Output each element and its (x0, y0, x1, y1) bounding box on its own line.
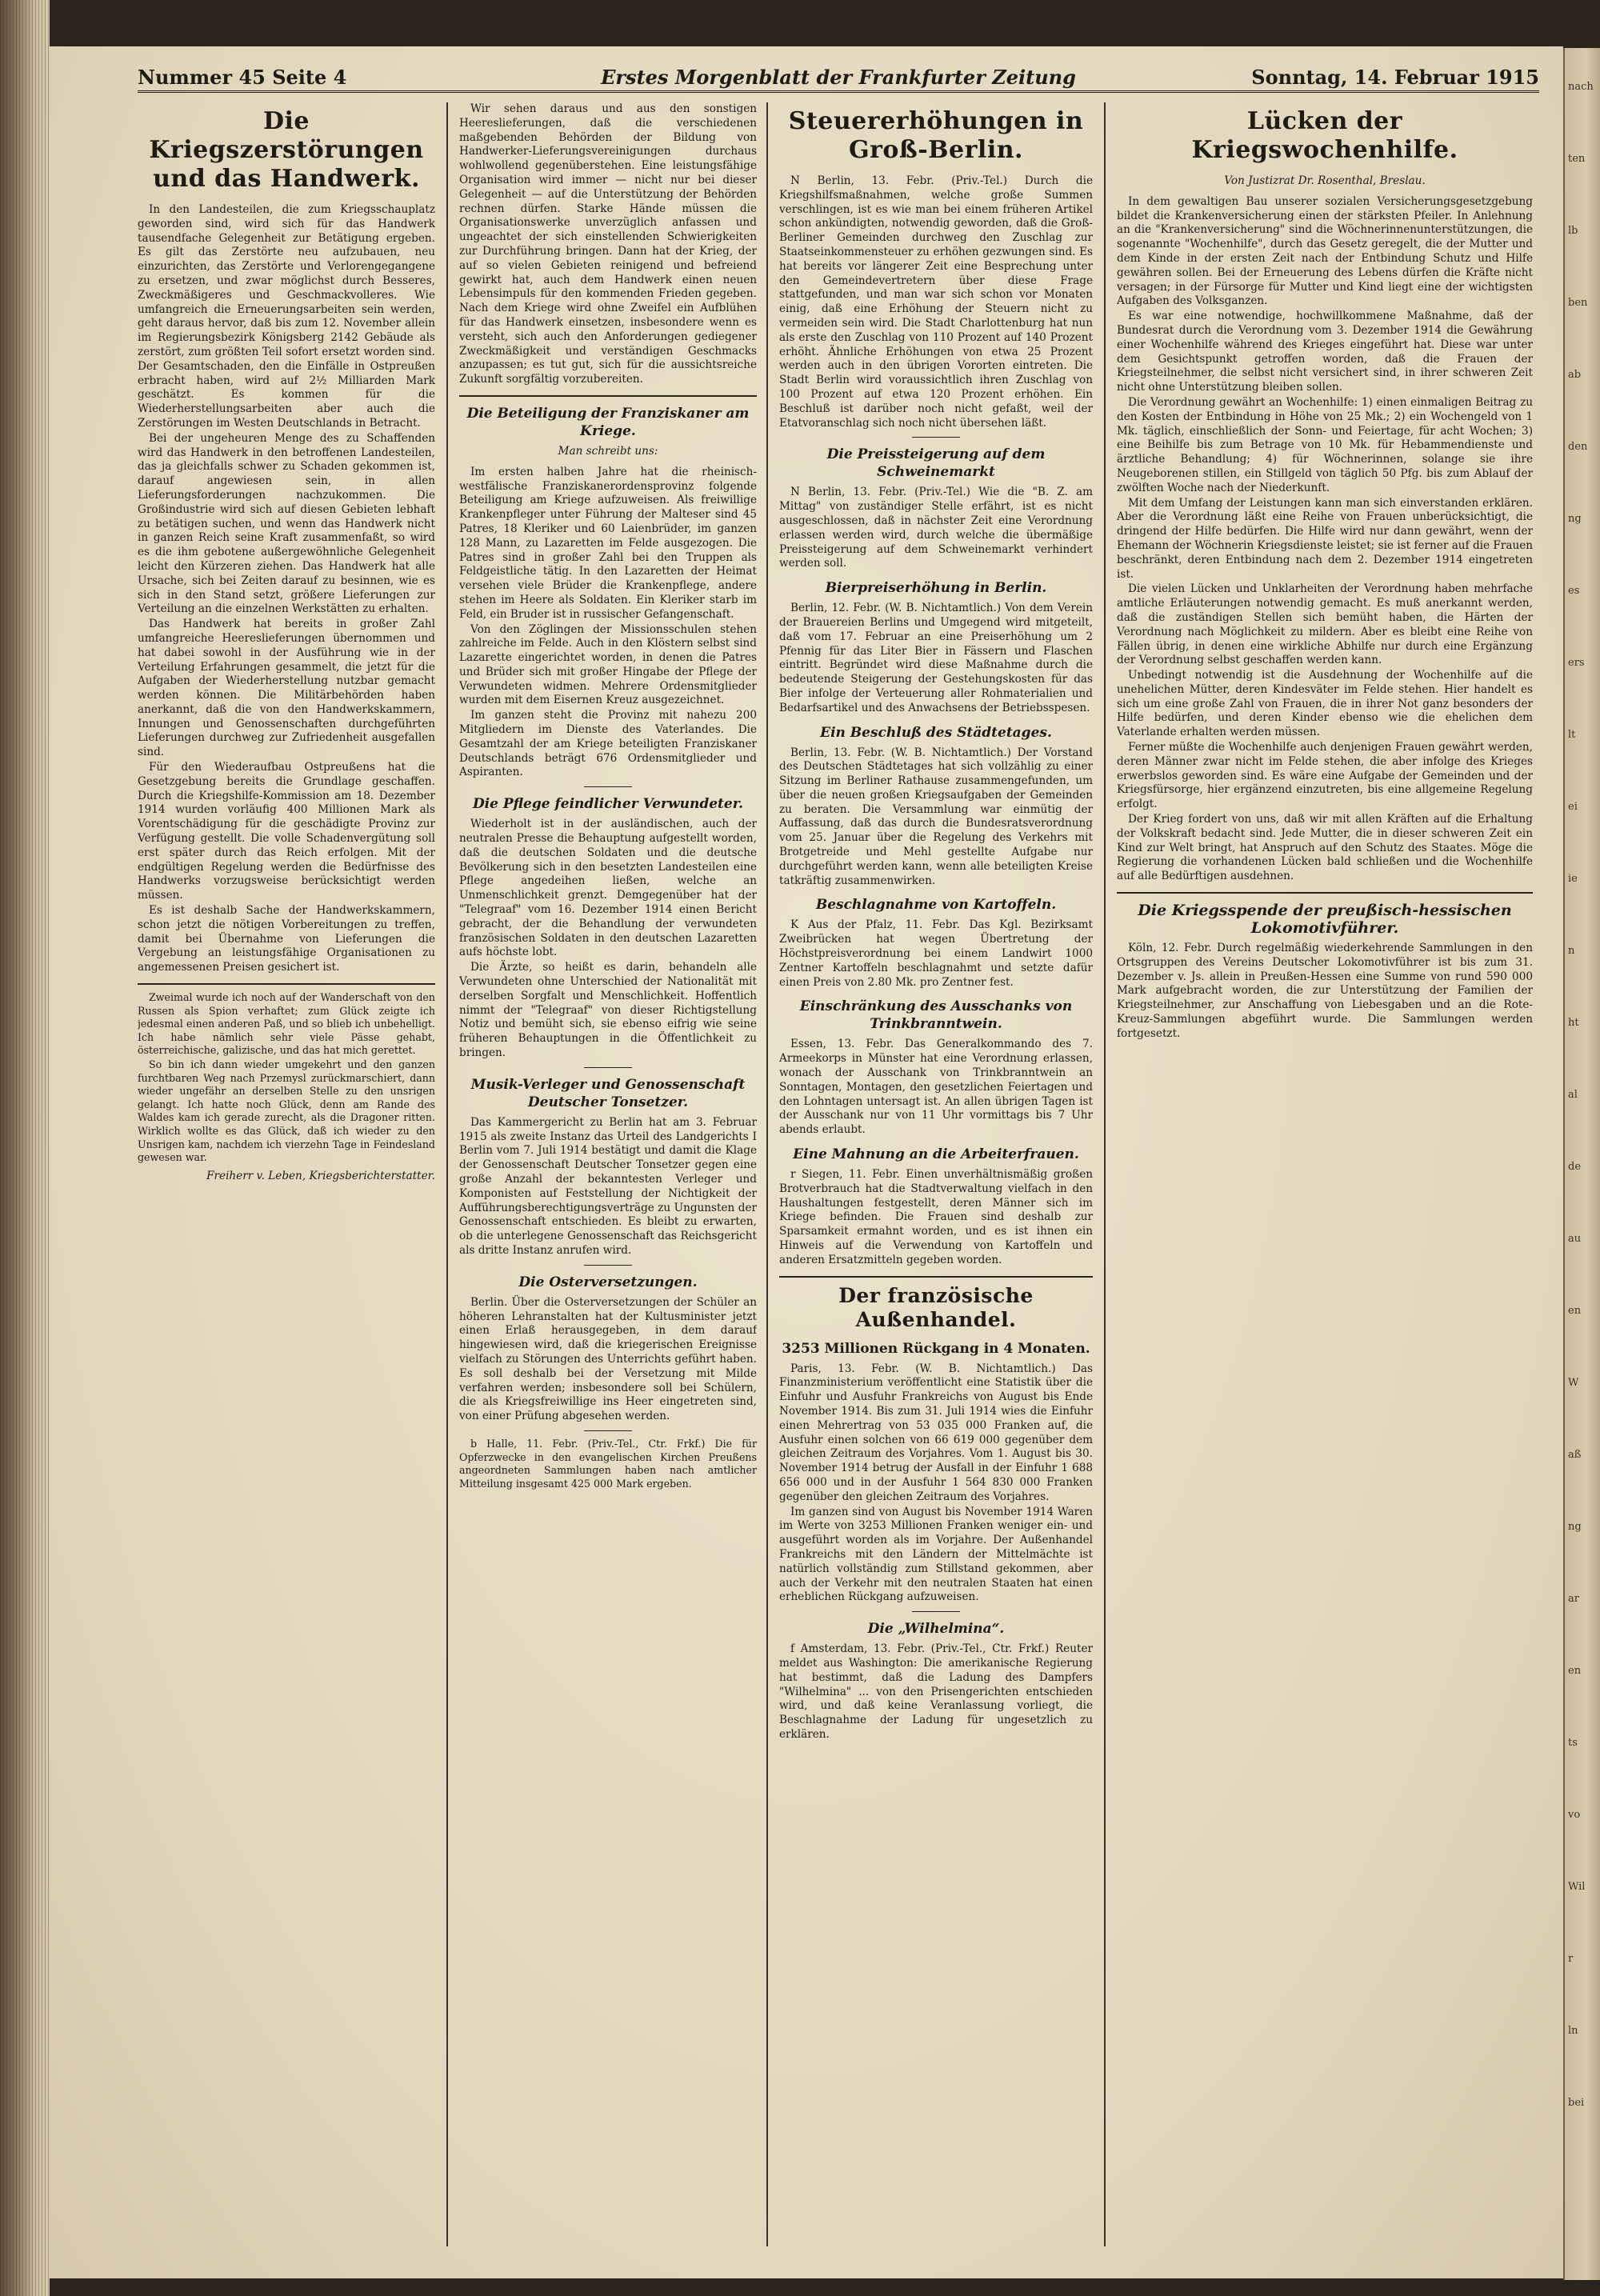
article-body-franziskaner (459, 466, 757, 781)
article-headline-staedtetag: Ein Beschluß des Städtetages. (820, 724, 1052, 741)
article-headline-kartoffeln: Beschlagnahme von Kartoffeln. (815, 897, 1057, 914)
facing-page-fragment: en (1568, 1665, 1582, 1677)
paragraph: Die Verordnung gewährt an Wochenhilfe: 1) einen einmaligen Beitrag zu den Kosten der Entbindung in Höhe von 25 Mk.; 2) ein Wochengeld von 1 Mk. täglich, einschließlich der Sonn- und Feiertage, für acht Wochen; 3) eine Beihilfe bis zum Betrage von 10 Mk. für Hebammendienste und ärztliche Behandlung; 4) für Wöchnerinnen, solange sie ihre Neugeborenen stillen, ein Stillgeld von täglich 50 Pfg. bis zum Ablauf der zwölften Woche nach der Niederkunft. (1117, 395, 1533, 494)
paragraph: Das Kammergericht zu Berlin hat am 3. Februar 1915 als zweite Instanz das Urteil des Landgerichts I Berlin vom 7. Juli 1914 bestätigt und damit die Klage der Genossenschaft Deutscher Tonsetzer gegen eine große Anzahl der bekanntesten Verleger und Komponisten auf Feststellung der Nichtigkeit der Aufführungsberechtigungsverträge zu Ungunsten der Genossenschaft entschieden. Es bleibt zu erwarten, ob die unterlegene Genossenschaft das Reichsgericht als dritte Instanz anrufen wird. (459, 1115, 757, 1257)
paragraph: Wiederholt ist in der ausländischen, auch der neutralen Presse die Behauptung aufgestellt worden, daß die deutschen Soldaten und die deutsche Bevölkerung sich in den besetzten Landesteilen eine Pflege angedeihen ließen, welche an Unmenschlichkeit grenzt. Demgegenüber hat der "Telegraaf" vom 16. Dezember 1914 einen Bericht gebracht, der die Behandlung der verwundeten französischen Soldaten in den deutschen Lazaretten aufs höchste lobt. (459, 818, 757, 959)
article-headline-wochenhilfe: Lücken der Kriegswochenhilfe. (1191, 107, 1458, 164)
article-body-handwerk (138, 203, 435, 975)
facing-page-fragment: den (1568, 441, 1588, 453)
facing-page-fragment: de (1568, 1161, 1582, 1173)
column-4 (1117, 102, 1533, 2254)
article-headline-aussenhandel: Der französische Außenhandel. (838, 1283, 1034, 1331)
article-body-wilhelmina (779, 1642, 1093, 1742)
paragraph: Mit dem Umfang der Leistungen kann man sich einverstanden erklären. Aber die Verordnung läßt eine Reihe von Frauen unberücksichtigt, die dringend der Hilfe bedürfen. Die Hilfe wird nur dann gewährt, wenn der Ehemann der Wöchnerin Kriegsdienste leistet; sie ist ferner auf die Frauen beschränkt, deren Entbindung nach dem 2. Dezember 1914 eingetreten ist. (1117, 496, 1533, 581)
paragraph: Unbedingt notwendig ist die Ausdehnung der Wochenhilfe auf die unehelichen Mütter, deren Kindesväter im Felde stehen. Hier handelt es sich um eine große Zahl von Frauen, die in ihrer Not ganz besonders der Hilfe bedürfen, und deren Kinder ebenso wie die ehelichen dem Vaterlande erhalten werden müssen. (1117, 669, 1533, 739)
article-headline-wilhelmina: Die „Wilhelmina“. (867, 1621, 1005, 1638)
article-subheadline-aussenhandel: 3253 Millionen Rückgang in 4 Monaten. (782, 1340, 1090, 1357)
separator (1117, 892, 1533, 894)
paragraph: Berlin, 13. Febr. (W. B. Nichtamtlich.) Der Vorstand des Deutschen Städtetages hat sich vollzählig zu einer Sitzung im Berliner Rathause zusammengefunden, um über die neuen großen Kriegsaufgaben der Gemeinden zu beraten. Die Versammlung war einmütig der Auffassung, daß das durch die Bundesratsverordnung vom 25. Januar über die Regelung des Verkehrs mit Brotgetreide und Mehl gestellte Aufgabe nur durchgeführt werden kann, wenn alle beteiligten Kreise tatkräftig zusammenwirken. (779, 746, 1093, 887)
article-headline-handwerk: Die Kriegszerstörungen und das Handwerk. (149, 107, 424, 193)
facing-page-fragment: lb (1568, 225, 1578, 237)
separator (138, 983, 435, 985)
paragraph: Das Handwerk hat bereits in großer Zahl umfangreiche Heereslieferungen übernommen und hat dabei sowohl in der Ausführung wie in der Verteilung Erfahrungen gesammelt, die jetzt für die Aufgaben der Wiederherstellung nutzbar gemacht werden können. Die Militärbehörden haben anerkannt, daß die von den Handwerkskammern, Innungen und Genossenschaften durchgeführten Lieferungen durchweg zur Zufriedenheit ausgefallen sind. (138, 618, 435, 759)
facing-page-fragment: r (1568, 1953, 1574, 1965)
article-headline-franziskaner: Die Beteiligung der Franziskaner am Kriege. (466, 405, 750, 439)
facing-page-fragment: n (1568, 945, 1575, 957)
facing-page-fragment: lt (1568, 729, 1576, 741)
separator (912, 437, 960, 438)
masthead (138, 62, 1539, 93)
paragraph: N Berlin, 13. Febr. (Priv.-Tel.) Durch die Kriegshilfsmaßnahmen, welche große Summen verschlingen, ist es wie man bei einem früheren Artikel schon ankündigten, notwendig geworden, daß die Groß-Berliner Gemeinden durchweg den Zuschlag zur Staatseinkommensteuer zu erhöhen gezwungen sind. Es hat bereits vor längerer Zeit eine Besprechung unter den Gemeindevertretern über diese Frage stattgefunden, und man war sich schon vor Monaten einig, daß eine Erhöhung der Steuern nicht zu vermeiden sein wird. Die Stadt Charlottenburg hat nun als erste den Zuschlag von 110 Prozent auf 140 Prozent erhöht. Ähnliche Erhöhungen von etwa 25 Prozent werden auch in den übrigen Vororten eintreten. Die Stadt Berlin wird voraussichtlich ihren Zuschlag von 100 Prozent auf etwa 120 Prozent erhöhen. Ein Beschluß ist darüber noch nicht gefaßt, weil der Etatvoranschlag sich noch nicht übersehen läßt. (779, 174, 1093, 430)
facing-page-fragment: ei (1568, 801, 1578, 813)
column-1 (138, 102, 435, 2254)
paragraph: f Amsterdam, 13. Febr. (Priv.-Tel., Ctr. Frkf.) Reuter meldet aus Washington: Die amerikanische Regierung hat bestimmt, daß die Ladung des Dampfers "Wilhelmina" ... von den Prisengerichten entschieden wird, und daß keine Veranlassung vorliegt, die Beschlagnahme der Ladung für ungesetzlich zu erklären. (779, 1642, 1093, 1741)
article-body-halle: b Halle, 11. Febr. (Priv.-Tel., Ctr. Frkf.) Die für Opferzwecke in den evangelischen Kirchen Preußens angeordneten Sammlungen haben nach amtlicher Mitteilung insgesamt 425 000 Mark ergeben. (459, 1437, 757, 1490)
article-headline-steuer: Steuererhöhungen in Groß-Berlin. (788, 107, 1084, 164)
masthead-date: Sonntag, 14. Februar 1915 (1251, 66, 1539, 89)
paragraph: Paris, 13. Febr. (W. B. Nichtamtlich.) Das Finanzministerium veröffentlicht eine Statistik über die Einfuhr und Ausfuhr Frankreichs von August bis Ende November 1914. Bis zum 31. Juli 1914 wies die Einfuhr einen Mehrertrag von 53 035 000 Franken auf, die Ausfuhr einen solchen von 66 619 000 gegenüber dem gleichen Zeitraum des Vorjahres. Vom 1. August bis 30. November 1914 betrug der Ausfall in der Einfuhr 1 688 656 000 und in der Ausfuhr 1 564 830 000 Franken gegenüber den gleichen Zeitraum des Vorjahres. (779, 1362, 1093, 1503)
paragraph: Es war eine notwendige, hochwillkommene Maßnahme, daß der Bundesrat durch die Verordnung vom 3. Dezember 1914 die Gewährung einer Wochenhilfe während des Krieges eingeführt hat. Diese war unter dem Gesichtspunkt getroffen worden, daß die Frauen der Kriegsteilnehmer, die selbst nicht versichert sind, in ihrer schweren Zeit nicht ohne Unterstützung bleiben sollen. (1117, 310, 1533, 394)
separator (584, 1067, 632, 1068)
paragraph: Berlin. Über die Osterversetzungen der Schüler an höheren Lehranstalten hat der Kultusminister jetzt einen Erlaß herausgegeben, in dem darauf hingewiesen wird, daß die kriegerischen Ereignisse vielfach zu Störungen des Unterrichts geführt haben. Es soll deshalb bei der Versetzung mit Milde verfahren werden; insbesondere soll bei Schülern, die als Kriegsfreiwillige ins Heer eingetreten sind, von einer Prüfung abgesehen werden. (459, 1295, 757, 1423)
paragraph: Von den Zöglingen der Missionsschulen stehen zahlreiche im Felde. Auch in den Klöstern selbst sind Lazarette eingerichtet worden, in denen die Patres und Brüder sich mit großer Hingabe der Pflege der Verwundeten widmen. Mehrere Ordensmitglieder wurden mit dem Eisernen Kreuz ausgezeichnet. (459, 622, 757, 707)
article-headline-kriegsspende: Die Kriegsspende der preußisch-hessischen Lokomotivführer. (1138, 902, 1512, 938)
paragraph: Für den Wiederaufbau Ostpreußens hat die Gesetzgebung bereits die Grundlage geschaffen. Durch die Kriegshilfe-Kommission am 18. Dezember 1914 wurden vorläufig 400 Millionen Mark als Vorentschädigung für die geschädigte Provinz zur Verfügung gestellt. Die volle Schadenvergütung soll erst später durch das Reich erfolgen. Mit der endgültigen Regelung werden die Bedürfnisse des Handwerks vorzugsweise berücksichtigt werden müssen. (138, 761, 435, 902)
article-headline-musik: Musik-Verleger und Genossenschaft Deutscher Tonsetzer. (470, 1076, 746, 1110)
paragraph: Die Ärzte, so heißt es darin, behandeln alle Verwundeten ohne Unterschied der Nationalität mit derselben Sorgfalt und Menschlichkeit. Hoffentlich nimmt der "Telegraaf" von dieser Richtigstellung Notiz und bemüht sich, sie ebenso eifrig wie seine früheren Behauptungen in die Öffentlichkeit zu bringen. (459, 961, 757, 1060)
facing-page-fragment: nach (1568, 81, 1594, 93)
article-headline-oster: Die Osterversetzungen. (518, 1274, 698, 1290)
article-headline-branntwein: Einschränkung des Ausschanks von Trinkbranntwein. (799, 998, 1073, 1033)
article-body-kartoffeln (779, 918, 1093, 990)
article-body-aussenhandel (779, 1362, 1093, 1606)
article-intro-writes: Man schreibt uns: (558, 444, 658, 458)
facing-page-fragment: ln (1568, 2025, 1578, 2037)
article-body-oster (459, 1296, 757, 1424)
facing-page-fragment: ar (1568, 1593, 1579, 1605)
article-body-wochenhilfe (1117, 195, 1533, 884)
book-spine-left (0, 0, 50, 2296)
book-facing-page-edge (1563, 48, 1600, 2280)
article-byline: Von Justizrat Dr. Rosenthal, Breslau. (1224, 174, 1426, 187)
paragraph: Essen, 13. Febr. Das Generalkommando des 7. Armeekorps in Münster hat eine Verordnung erlassen, wonach der Ausschank von Trinkbranntwein an Sonntagen, Montagen, den gesetzlichen Feiertagen und den Lohntagen untersagt ist. An allen übrigen Tagen ist der Ausschank nur von 11 Uhr vormittags bis 7 Uhr abends erlaubt. (779, 1038, 1093, 1137)
article-body-bier (779, 602, 1093, 715)
column-2 (459, 102, 757, 2254)
paragraph: N Berlin, 13. Febr. (Priv.-Tel.) Wie die "B. Z. am Mittag" von zuständiger Stelle erfährt, ist es nicht ausgeschlossen, daß in nächster Zeit eine Verordnung erlassen werden wird, durch welche die übermäßige Preissteigerung auf dem Schweinemarkt verhindert werden soll. (779, 486, 1093, 570)
facing-page-fragment: ers (1568, 657, 1585, 669)
column-rule (1104, 102, 1106, 2246)
paragraph: Im ganzen sind von August bis November 1914 Waren im Werte von 3253 Millionen Franken weniger ein- und ausgeführt worden als im Vorjahre. Der Außenhandel Frankreichs mit den Ländern der Mittelmächte ist natürlich vollständig zum Stillstand gekommen, aber auch der Verkehr mit den neutralen Staaten hat einen erheblichen Rückgang aufzuweisen. (779, 1505, 1093, 1604)
column-rule (766, 102, 768, 2246)
paragraph: Köln, 12. Febr. Durch regelmäßig wiederkehrende Sammlungen in den Ortsgruppen des Vereins Deutscher Lokomotivführer ist bis zum 31. Dezember v. Js. allein in Preußen-Hessen eine Summe von rund 590 000 Mark aufgebracht worden, die zur Unterstützung der Familien der Kriegsteilnehmer, zur Anschaffung von Liebesgaben und an die Rote-Kreuz-Sammlungen abgeführt wurde. Die Sammlungen werden fortgesetzt. (1117, 942, 1533, 1040)
article-body-handwerk-continued (459, 102, 757, 387)
article-headline-mahnung: Eine Mahnung an die Arbeiterfrauen. (793, 1146, 1079, 1163)
article-body-staedtetag (779, 746, 1093, 889)
separator (584, 786, 632, 787)
facing-page-fragment: en (1568, 1305, 1582, 1317)
article-body-branntwein (779, 1038, 1093, 1138)
paragraph: In dem gewaltigen Bau unserer sozialen Versicherungsgesetzgebung bildet die Krankenversicherung einen der stärksten Pfeiler. In Anlehnung an die "Krankenversicherung" sind die Wöchnerinnenunterstützungen, die sogenannte "Wochenhilfe", durch das Gesetz geregelt, die der Mutter und dem Kinde in der ersten Zeit nach der Entbindung Schutz und Hilfe gewähren sollen. Bei der Erneuerung des Lebens dürfen die Kräfte nicht versagen; in der Fürsorge für Mutter und Kind liegt eine der wichtigsten Aufgaben des Volksganzen. (1117, 194, 1533, 308)
separator (779, 1276, 1093, 1278)
facing-page-fragment: ht (1568, 1017, 1579, 1029)
paragraph: r Siegen, 11. Febr. Einen unverhältnismäßig großen Brotverbrauch hat die Stadtverwaltung vielfach in den Haushaltungen festgestellt, deren Männer sich im Kriege befinden. Die Frauen sind deshalb zur Sparsamkeit ermahnt worden, und es ist ihnen ein Hinweis auf die Verwendung von Kartoffeln und anderen Ersatzmitteln gegeben worden. (779, 1168, 1093, 1266)
article-body-steuer (779, 174, 1093, 430)
article-body-mahnung (779, 1168, 1093, 1268)
facing-page-fragment: ng (1568, 513, 1582, 525)
facing-page-fragment: ten (1568, 153, 1586, 165)
article-headline-pflege: Die Pflege feindlicher Verwundeter. (472, 796, 744, 813)
facing-page-fragment: W (1568, 1377, 1579, 1389)
facing-page-fragment: vo (1568, 1809, 1581, 1821)
article-signature: Freiherr v. Leben, Kriegsberichterstatter. (206, 1169, 435, 1182)
article-headline-schwein: Die Preissteigerung auf dem Schweinemarkt (826, 446, 1046, 481)
paragraph: In den Landesteilen, die zum Kriegsschauplatz geworden sind, wird sich für das Handwerk tausendfache Gelegenheit zur Betätigung ergeben. Es gilt das Zerstörte neu aufzubauen, neu einzurichten, das Zerstörte und Verlorengegangene zu ersetzen, und zwar möglichst durch Besseres, Zweckmäßigeres und Geschmackvolleres. Wie umfangreich die Erneuerungsarbeiten sein werden, geht daraus hervor, daß bis zum 12. November allein im Regierungsbezirk Königsberg 2142 Gebäude als zerstört, zum größten Teil sofort ersetzt worden sind. Der Gesamtschaden, den die Einfälle in Ostpreußen erbracht haben, wird auf 2½ Milliarden Mark geschätzt. Es kommen für die Wiederherstellungsarbeiten aber auch die Zerstörungen im Westen Deutschlands in Betracht. (138, 203, 435, 430)
article-body-pflege (459, 818, 757, 1061)
article-body-musik (459, 1116, 757, 1258)
facing-page-fragment: bei (1568, 2097, 1585, 2109)
paragraph: Ferner müßte die Wochenhilfe auch denjenigen Frauen gewährt werden, deren Männer zwar nicht im Felde stehen, die aber infolge des Krieges erwerbslos geworden sind. Es wäre eine Aufgabe der Gemeinden und der Kriegsfürsorge, hier ergänzend einzutreten, bis eine allgemeine Regelung erfolgt. (1117, 741, 1533, 811)
paragraph: Die vielen Lücken und Unklarheiten der Verordnung haben mehrfache amtliche Erläuterungen notwendig gemacht. Es muß anerkannt werden, daß die zuständigen Stellen sich bemüht haben, die Härten der Verordnung nach Möglichkeit zu mildern. Aber es bleibt eine Reihe von Fällen übrig, in denen eine wirkliche Abhilfe nur durch eine Ergänzung der Verordnung selbst geschaffen werden kann. (1117, 582, 1533, 667)
paragraph: Berlin, 12. Febr. (W. B. Nichtamtlich.) Von dem Verein der Brauereien Berlins und Umgegend wird mitgeteilt, daß vom 17. Februar an eine Preiserhöhung um 2 Pfennig für das Liter Bier in Fässern und Flaschen eintritt. Begründet wird diese Maßnahme durch die bedeutende Steigerung der Gestehungskosten für das Bier infolge der Verteuerung aller Rohmaterialien und Bedarfsartikel und des Anwachsens der Betriebsspesen. (779, 602, 1093, 714)
paragraph: Es ist deshalb Sache der Handwerkskammern, schon jetzt die nötigen Vorbereitungen zu treffen, damit bei Übernahme von Lieferungen die Vergebung an leistungsfähige Organisationen zu angemessenen Preisen gesichert ist. (138, 904, 435, 974)
facing-page-fragment: ts (1568, 1737, 1578, 1749)
newspaper-page (50, 46, 1563, 2278)
paragraph: Zweimal wurde ich noch auf der Wanderschaft von den Russen als Spion verhaftet; zum Glück zeigte ich jedesmal einen anderen Paß, und so blieb ich unbehelligt. Ich habe nämlich sehr viele Pässe gehabt, österreichische, galizische, und das hat mich gerettet. (138, 991, 435, 1057)
article-body-spion (138, 991, 435, 1165)
separator (584, 1265, 632, 1266)
separator (912, 1611, 960, 1612)
paragraph: Der Krieg fordert von uns, daß wir mit allen Kräften auf die Erhaltung der Volkskraft bedacht sind. Jede Mutter, die in dieser schweren Zeit ein Kind zur Welt bringt, hat Anspruch auf den Schutz des Staates. Möge die Regierung die vorhandenen Lücken bald schließen und die Wochenhilfe auf alle Bedürftigen ausdehnen. (1117, 813, 1533, 883)
facing-page-fragment: ng (1568, 1521, 1582, 1533)
article-headline-bier: Bierpreiserhöhung in Berlin. (825, 580, 1047, 597)
column-rule (446, 102, 448, 2246)
paragraph: So bin ich dann wieder umgekehrt und den ganzen furchtbaren Weg nach Przemysl zurückmarschiert, dann wieder ungefähr an derselben Stelle zu den unsrigen gelangt. Ich hatte noch Glück, denn am Rande des Waldes kam ich gerade zurecht, als die Dragoner ritten. Wirklich wollte es das Glück, daß ich wieder zu den Unsrigen kam, nachdem ich vierzehn Tage in Feindesland gewesen war. (138, 1058, 435, 1164)
masthead-issue-page: Nummer 45 Seite 4 (138, 66, 347, 89)
article-body-kriegsspende (1117, 942, 1533, 1042)
paragraph: Bei der ungeheuren Menge des zu Schaffenden wird das Handwerk in den betroffenen Landesteilen, das ja gleichfalls schwer zu Schaden gekommen ist, darauf angewiesen sein, in allen Lieferungsforderungen nachzukommen. Die Großindustrie wird sich auf diesen Gebieten lebhaft zu betätigen suchen, und wenn das Handwerk nicht in ganzen Reich seine Kraft zusammenfaßt, so wird es die ihm gebotene außergewöhnliche Gelegenheit leicht den Kürzeren ziehen. Das Handwerk hat alle Ursache, sich bei Zeiten darauf zu besinnen, wie es sich in den Stand setzt, größere Lieferungen zur Verteilung an die einzelnen Werkstätten zu erhalten. (138, 431, 435, 616)
paragraph: Im ganzen steht die Provinz mit nahezu 200 Mitgliedern im Dienste des Vaterlandes. Die Gesamtzahl der am Kriege beteiligten Franziskaner Deutschlands beträgt 676 Ordensmitglieder und Aspiranten. (459, 709, 757, 779)
paragraph: K Aus der Pfalz, 11. Febr. Das Kgl. Bezirksamt Zweibrücken hat wegen Übertretung der Höchstpreisverordnung bei einem Landwirt 1000 Zentner Kartoffeln beschlagnahmt und setzte dafür einen Preis von 2.80 Mk. pro Zentner fest. (779, 918, 1093, 989)
facing-page-fragment: ben (1568, 297, 1588, 309)
facing-page-fragment: ab (1568, 369, 1582, 381)
masthead-title: Erstes Morgenblatt der Frankfurter Zeitung (601, 66, 1076, 89)
facing-page-fragment: Wil (1568, 1881, 1586, 1893)
facing-page-fragment: ie (1568, 873, 1578, 885)
facing-page-fragment: aß (1568, 1449, 1582, 1461)
column-3 (779, 102, 1093, 2254)
facing-page-fragment: al (1568, 1089, 1578, 1101)
paragraph: Wir sehen daraus und aus den sonstigen Heereslieferungen, daß die verschiedenen maßgebenden Behörden der Bildung von Handwerker-Lieferungsvereinigungen durchaus wohlwollend gegenüberstehen. Eine leistungsfähige Organisation wird immer — nicht nur bei dieser Gelegenheit — auf die Unterstützung der Behörden rechnen dürfen. Starke Hände müssen die Organisationswerke unverzüglich anfassen und ungeachtet der sich einstellenden Schwierigkeiten zur Durchführung bringen. Dann hat der Krieg, der auf so vielen Gebieten reinigend und befreiend gewirkt hat, auch dem Handwerk einen neuen Lebensimpuls für den kommenden Frieden gegeben. Nach dem Kriege wird ohne Zweifel ein Aufblühen für das Handwerk einsetzen, insbesondere wenn es versteht, sich auch den Anforderungen gediegener Zweckmäßigkeit und verständigen Geschmacks anzupassen; es tut gut, sich für die aussichtsreiche Zukunft sorgfältig vorzubereiten. (459, 102, 757, 386)
facing-page-fragment: es (1568, 585, 1580, 597)
separator (584, 1430, 632, 1431)
article-body-schwein (779, 486, 1093, 571)
separator (459, 395, 757, 397)
paragraph: Im ersten halben Jahre hat die rheinisch-westfälische Franziskanerordensprovinz folgende Beteiligung am Kriege aufzuweisen. Als freiwillige Krankenpfleger unter Führung der Malteser sind 45 Patres, 18 Kleriker und 60 Laienbrüder, im ganzen 128 Mann, zu Lazaretten im Felde ausgezogen. Die Patres sind in großer Zahl bei den Truppen als Feldgeistliche tätig. In den Lazaretten der Heimat versehen viele Brüder die Krankenpflege, andere stehen im Heere als Soldaten. Ein Kleriker starb im Feld, ein Bruder ist in russischer Gefangenschaft. (459, 465, 757, 621)
facing-page-fragment: au (1568, 1233, 1582, 1245)
